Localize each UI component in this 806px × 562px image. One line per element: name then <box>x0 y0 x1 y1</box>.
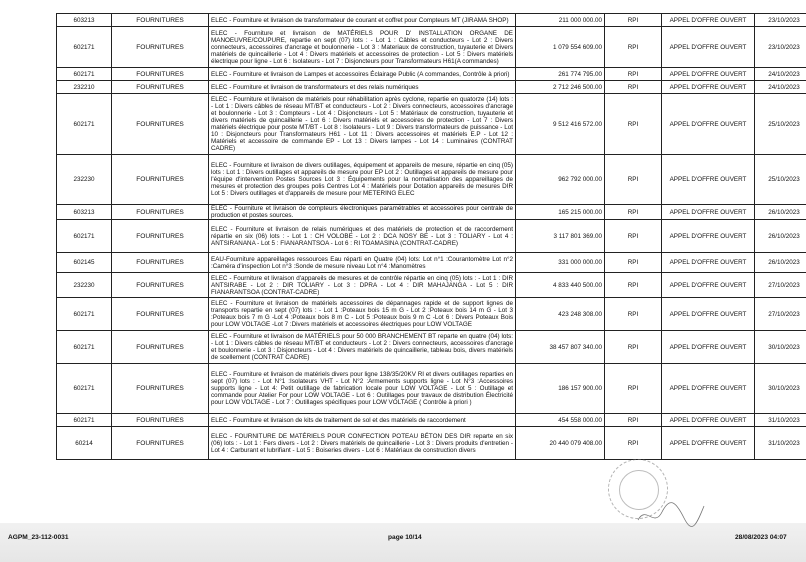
row-mode: APPEL D'OFFRE OUVERT <box>662 94 755 155</box>
table-row <box>57 253 806 273</box>
row-objet: ELEC - Fourniture et livraison de compteurs électroniques paramétrables et accessoires pour centrale de production et postes sources. <box>209 205 516 220</box>
row-montant: 2 712 246 500.00 <box>516 81 605 94</box>
table-row <box>57 81 806 94</box>
row-nature: FOURNITURES <box>112 220 209 253</box>
row-mode: APPEL D'OFFRE OUVERT <box>662 27 755 68</box>
row-nature: FOURNITURES <box>112 253 209 273</box>
row-objet: ELEC - Fourniture et livraison de matériels pour réhabilitation après cyclone, repartie en quatorze (14) lots : - Lot 1 : Divers câbles de réseau MT/BT et conducteurs - Lot 2 : Divers connecteurs, accessoires d'ancrage et boulonnerie - Lot 3 : Compteurs - Lot 4 : Disjoncteurs - Lot 5 : Matériaux de construction, tuyauterie et divers matériels de quincaillerie - Lot 6 : Divers matériels et accessoires de protection - Lot 7 : Divers matériels électrique pour poste MT/BT - Lot 8 : Isolateurs - Lot 9 : Divers transformateurs de puissance - Lot 10 : Disjoncteurs pour Transformateurs H61 - Lot 11 : Divers accessoires et matériels E.P - Lot 12 : Matériels et accessoire de commande EP - Lot 13 : Divers lampes - Lot 14 : Luminaires (CONTRAT CADRE) <box>209 94 516 155</box>
row-mode: APPEL D'OFFRE OUVERT <box>662 220 755 253</box>
row-date: 26/10/2023 <box>755 205 806 220</box>
row-nature: FOURNITURES <box>112 414 209 427</box>
row-mode: APPEL D'OFFRE OUVERT <box>662 81 755 94</box>
row-date: 27/10/2023 <box>755 273 806 298</box>
row-date: 31/10/2023 <box>755 414 806 427</box>
signature-scribble <box>636 500 706 530</box>
row-mode: APPEL D'OFFRE OUVERT <box>662 14 755 27</box>
row-date: 23/10/2023 <box>755 27 806 68</box>
row-mode: APPEL D'OFFRE OUVERT <box>662 331 755 364</box>
table-row <box>57 14 806 27</box>
row-source: RPI <box>605 427 662 460</box>
table-row <box>57 155 806 205</box>
table-row <box>57 364 806 414</box>
row-source: RPI <box>605 331 662 364</box>
row-nature: FOURNITURES <box>112 68 209 81</box>
row-montant: 962 792 000.00 <box>516 155 605 205</box>
row-date: 25/10/2023 <box>755 94 806 155</box>
row-objet: ELEC - Fourniture et livraison de relais numériques et des matériels de protection et de raccordement répartie en six (06) lots : - Lot 1 : CH VOLOBE - Lot 2 : DCA NOSY BE - Lot 3 : TOLIARY - Lot 4 : ANTSIRANANA - Lot 5 : FIANARANTSOA - Lot 6 : RI TOAMASINA (CONTRAT-CADRE) <box>209 220 516 253</box>
row-montant: 331 000 000.00 <box>516 253 605 273</box>
row-source: RPI <box>605 14 662 27</box>
table-body <box>57 14 806 460</box>
table-row <box>57 220 806 253</box>
row-source: RPI <box>605 414 662 427</box>
row-montant: 186 157 900.00 <box>516 364 605 414</box>
row-source: RPI <box>605 27 662 68</box>
row-objet: ELEC - Fourniture et livraison de kits de traitement de sol et des matériels de raccordement <box>209 414 516 427</box>
row-code: 603213 <box>57 205 112 220</box>
row-code: 60214 <box>57 427 112 460</box>
row-montant: 9 512 416 572.00 <box>516 94 605 155</box>
row-nature: FOURNITURES <box>112 94 209 155</box>
row-objet: ELEC - FOURNITURE DE MATÉRIELS POUR CONFECTION POTEAU BÉTON DES DIR reparte en six (06) lots : - Lot 1 : Fers divers - Lot 2 : Divers matériels de quincaillerie - Lot 3 : Divers produits d'entretien - Lot 4 : Carburant et lubrifiant - Lot 5 : Boiseries divers - Lot 6 : Matériaux de construction divers <box>209 427 516 460</box>
row-code: 232210 <box>57 81 112 94</box>
row-code: 603213 <box>57 14 112 27</box>
row-date: 25/10/2023 <box>755 155 806 205</box>
table-row <box>57 68 806 81</box>
row-objet: ELEC - Fourniture et livraison de matériels divers pour ligne 138/35/20KV RI et divers outillages reparties en sept (07) lots : - Lot N°1 :Isolateurs VHT - Lot N°2 :Armements supports ligne - Lot N°3 :Accessoires supports ligne - Lot 4: Petit outillage de fabrication locale pour LOW VOLTAGE - Lot 5 : Outillage et commande pour Atelier For pour LOW VOLTAGE - Lot 6 : Outillages pour travaux de distribution Électricité pour LOW VOLTAGE - Lot 7 : Outillages spécifiques pour LOW VOLTAGE ( Contrôle à priori ) <box>209 364 516 414</box>
row-date: 26/10/2023 <box>755 220 806 253</box>
row-nature: FOURNITURES <box>112 273 209 298</box>
table-row <box>57 205 806 220</box>
table-row <box>57 273 806 298</box>
row-source: RPI <box>605 253 662 273</box>
row-nature: FOURNITURES <box>112 331 209 364</box>
row-objet: ELEC - Fourniture et livraison de Lampes et accessoires Éclairage Public (A commandes, Contrôle à priori) <box>209 68 516 81</box>
row-objet: ELEC - Fourniture et livraison de transformateur de courant et coffret pour Compteurs MT (JIRAMA SHOP) <box>209 14 516 27</box>
table-row <box>57 331 806 364</box>
row-code: 232230 <box>57 273 112 298</box>
row-nature: FOURNITURES <box>112 205 209 220</box>
row-montant: 423 248 308.00 <box>516 298 605 331</box>
document-reference: AGPM_23-112-0031 <box>8 534 69 541</box>
row-objet: ELEC - Fourniture et livraison de transformateurs et des relais numériques <box>209 81 516 94</box>
row-montant: 38 457 807 340.00 <box>516 331 605 364</box>
row-date: 31/10/2023 <box>755 427 806 460</box>
row-code: 602171 <box>57 298 112 331</box>
row-source: RPI <box>605 273 662 298</box>
table-row <box>57 427 806 460</box>
row-objet: EAU-Fourniture appareillages ressources Eau réparti en Quatre (04) lots: Lot n°1 :Courantomètre Lot n°2 :Caméra d'inspection Lot n°3 :Sonde de mesure niveau Lot n°4 :Manomètres <box>209 253 516 273</box>
table-row <box>57 298 806 331</box>
row-mode: APPEL D'OFFRE OUVERT <box>662 68 755 81</box>
table-row <box>57 414 806 427</box>
row-mode: APPEL D'OFFRE OUVERT <box>662 364 755 414</box>
row-mode: APPEL D'OFFRE OUVERT <box>662 155 755 205</box>
row-source: RPI <box>605 81 662 94</box>
row-montant: 261 774 795.00 <box>516 68 605 81</box>
table-row <box>57 94 806 155</box>
row-montant: 4 833 440 500.00 <box>516 273 605 298</box>
row-nature: FOURNITURES <box>112 364 209 414</box>
row-nature: FOURNITURES <box>112 427 209 460</box>
row-objet: ELEC - Fourniture et livraison de matériels accessoires de dépannages rapide et de support lignes de transports repartie en sept (07) lots : - Lot 1 :Poteaux bois 15 m G - Lot 2 :Poteaux bois 14 m G - Lot 3 :Poteaux bois 7 m G -Lot 4 :Poteaux bois 8 m C - Lot 5 :Poteaux bois 9 m C -Lot 6 : Divers Poteaux Bois pour LOW VOLTAGE -Lot 7 :Divers matériels et accessoires électriques pour LOW VOLTAGE <box>209 298 516 331</box>
table-row <box>57 27 806 68</box>
row-nature: FOURNITURES <box>112 27 209 68</box>
row-mode: APPEL D'OFFRE OUVERT <box>662 273 755 298</box>
row-code: 232230 <box>57 155 112 205</box>
row-date: 30/10/2023 <box>755 364 806 414</box>
row-objet: ELEC - Fourniture et livraison de MATÉRIELS pour 50 000 BRANCHEMENT BT reparte en quatre (04) lots: - Lot 1 : Divers câbles de réseau MT/BT et conducteurs - Lot 2 : Divers connecteurs, accessoires d'ancrage et boulonnerie - Lot 3 : Disjoncteurs - Lot 4 : Divers matériels de quincaillerie, tableau bois, divers matériels de scellement (CONTRAT CADRE) <box>209 331 516 364</box>
row-montant: 1 079 554 609.00 <box>516 27 605 68</box>
row-code: 602171 <box>57 364 112 414</box>
print-timestamp: 28/08/2023 04:07 <box>735 534 787 541</box>
row-montant: 211 000 000.00 <box>516 14 605 27</box>
row-montant: 454 558 000.00 <box>516 414 605 427</box>
row-source: RPI <box>605 298 662 331</box>
row-mode: APPEL D'OFFRE OUVERT <box>662 427 755 460</box>
row-code: 602171 <box>57 331 112 364</box>
page-number: page 10/14 <box>388 534 422 541</box>
row-objet: ELEC - Fourniture et livraison de MATÉRIELS POUR D' INSTALLATION ORGANE DE MANOEUVRE/COUPURE, repartie en sept (07) lots : - Lot 1 : Câbles et conducteurs - Lot 2 : Divers connecteurs, accessoires d'ancrage et boulonnerie - Lot 3 : Materiaux de construction, tuyauterie et Divers matériels de quincaillerie - Lot 4 : Divers matériels et accessoires de protection - Lot 5 : Divers matériels électrique pour ligne - Lot 6 : Isolateurs - Lot 7 : Disjoncteurs pour Transformateurs H61(A commandes) <box>209 27 516 68</box>
row-code: 602171 <box>57 68 112 81</box>
row-montant: 20 440 079 408.00 <box>516 427 605 460</box>
row-mode: APPEL D'OFFRE OUVERT <box>662 298 755 331</box>
row-objet: ELEC - Fourniture et livraison de divers outillages, équipement et appareils de mesure, répartie en cinq (05) lots : Lot 1 : Divers outillages et appareils de mesure pour EP Lot 2 : Outillages et appareils de mesure pour l'équipe d'intervention Postes Sources Lot 3 : Équipements pour la normalisation des appareillages de mesures et protection des groupes polis Centres Lot 4 : Matériels pour Dotation appareils de mesures DIR Lot 5 : Divers outillages et d'appareils de mesure pour METERING ELEC <box>209 155 516 205</box>
row-source: RPI <box>605 94 662 155</box>
row-date: 24/10/2023 <box>755 68 806 81</box>
row-code: 602171 <box>57 27 112 68</box>
row-nature: FOURNITURES <box>112 298 209 331</box>
row-source: RPI <box>605 220 662 253</box>
row-objet: ELEC - Fourniture et livraison d'appareils de mesures et de contrôle répartie en cinq (05) lots : - Lot 1 : DIR ANTSIRABE - Lot 2 : DIR TOLIARY - Lot 3 : DPRA - Lot 4 : DIR MAHAJANGA - Lot 5 : DIR FIANARANTSOA (CONTRAT-CADRE) <box>209 273 516 298</box>
procurement-table <box>56 13 806 460</box>
row-mode: APPEL D'OFFRE OUVERT <box>662 253 755 273</box>
row-date: 27/10/2023 <box>755 298 806 331</box>
row-source: RPI <box>605 364 662 414</box>
row-mode: APPEL D'OFFRE OUVERT <box>662 414 755 427</box>
row-code: 602171 <box>57 94 112 155</box>
row-source: RPI <box>605 68 662 81</box>
row-source: RPI <box>605 155 662 205</box>
row-montant: 3 117 801 369.00 <box>516 220 605 253</box>
row-montant: 165 215 000.00 <box>516 205 605 220</box>
row-mode: APPEL D'OFFRE OUVERT <box>662 205 755 220</box>
row-nature: FOURNITURES <box>112 155 209 205</box>
row-nature: FOURNITURES <box>112 81 209 94</box>
row-code: 602145 <box>57 253 112 273</box>
row-date: 26/10/2023 <box>755 253 806 273</box>
row-source: RPI <box>605 205 662 220</box>
row-date: 30/10/2023 <box>755 331 806 364</box>
row-date: 24/10/2023 <box>755 81 806 94</box>
row-nature: FOURNITURES <box>112 14 209 27</box>
row-date: 23/10/2023 <box>755 14 806 27</box>
row-code: 602171 <box>57 414 112 427</box>
row-code: 602171 <box>57 220 112 253</box>
